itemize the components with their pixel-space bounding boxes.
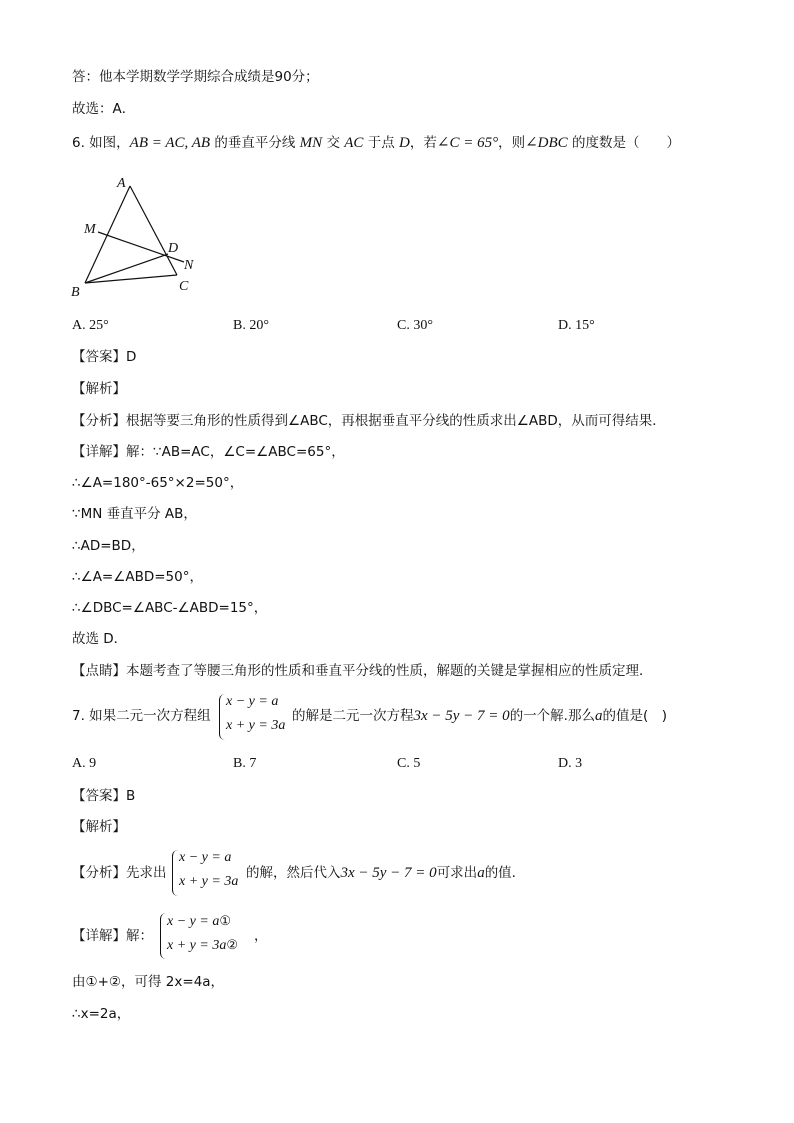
equation-2: x + y = 3a <box>226 718 286 733</box>
q6-math: ∠DBC <box>525 135 568 151</box>
q7-option-b: B. 7 <box>233 756 257 771</box>
q6-analysis-heading: 【解析】 <box>72 381 126 397</box>
mark-1: ① <box>219 913 231 928</box>
q6-option-b: B. 20° <box>233 318 269 333</box>
eq1-text: x − y = a <box>167 914 220 929</box>
edge-ac <box>130 186 177 275</box>
q6-text: 的垂直平分线 <box>210 135 300 151</box>
q7-math: 3x − 5y − 7 = 0 <box>340 865 437 881</box>
q6-text: ，则 <box>498 135 526 151</box>
equation-system <box>219 694 292 740</box>
q6-text: 交 <box>322 135 345 151</box>
q6-text: ，若 <box>409 135 437 151</box>
q6-solution-1: 【详解】解：∵AB=AC，∠C=∠ABC=65°， <box>72 444 345 460</box>
q6-analysis: 【分析】根据等要三角形的性质得到∠ABC，再根据垂直平分线的性质求出∠ABD，从而可得结果． <box>72 413 666 429</box>
q6-math: AB = AC, AB <box>129 135 211 151</box>
q6-math: AC <box>344 135 364 151</box>
q7-analysis-prefix <box>72 864 167 882</box>
q7-text: 可求出 <box>436 865 478 881</box>
label-b: B <box>71 285 80 300</box>
q6-text: 于点 <box>363 135 400 151</box>
question-6 <box>72 134 680 152</box>
q6-text: 的度数是（ ） <box>567 135 680 151</box>
q7-math: a <box>594 708 603 724</box>
segment-bd <box>85 254 168 283</box>
q7-option-d: D. 3 <box>558 756 583 771</box>
q6-solution-6: ∴∠DBC=∠ABC-∠ABD=15°， <box>72 600 268 616</box>
q6-option-a: A. 25° <box>72 318 109 333</box>
mark-2: ② <box>226 937 238 952</box>
line-2: 故选：A． <box>72 101 136 117</box>
q7-math: a <box>477 865 485 881</box>
q6-comment: 【点睛】本题考查了等腰三角形的性质和垂直平分线的性质，解题的关键是掌握相应的性质定理． <box>72 663 653 679</box>
q6-math: D <box>399 135 410 151</box>
q7-text: 【分析】先求出 <box>72 865 167 881</box>
equation-1 <box>167 913 231 930</box>
equation-2 <box>167 937 238 954</box>
q6-solution-3: ∵MN 垂直平分 AB， <box>72 506 197 522</box>
line-1: 答：他本学期数学学期综合成绩是90分； <box>72 69 319 85</box>
eq2-text: x + y = 3a <box>167 938 227 953</box>
equation-2: x + y = 3a <box>179 874 239 889</box>
label-c: C <box>179 279 189 294</box>
q7-text: 的值是( ) <box>602 708 668 724</box>
q6-option-d: D. 15° <box>558 318 595 333</box>
q7-analysis-heading: 【解析】 <box>72 819 126 835</box>
edge-bc <box>85 275 177 283</box>
label-m: M <box>84 222 96 237</box>
equation-1: x − y = a <box>226 694 279 709</box>
q7-solution-prefix <box>72 927 153 945</box>
q7-text: 的解是二元一次方程 <box>292 708 414 724</box>
q7-analysis-rest <box>246 864 516 882</box>
q6-text: 6. 如图， <box>72 135 130 151</box>
q7-option-a: A. 9 <box>72 756 97 771</box>
q7-option-c: C. 5 <box>397 756 421 771</box>
q7-solution-3: ∴x=2a， <box>72 1006 131 1022</box>
q7-text: 的一个解.那么 <box>509 708 595 724</box>
q7-text: 【详解】解： <box>72 928 153 944</box>
q6-answer: 【答案】D <box>72 349 137 365</box>
q6-solution-7: 故选 D． <box>72 631 128 647</box>
q7-text: 的解，然后代入 <box>246 865 341 881</box>
label-n: N <box>184 258 194 273</box>
q6-solution-2: ∴∠A=180°-65°×2=50°， <box>72 475 244 491</box>
q6-math: ∠C = 65° <box>436 135 499 151</box>
label-d: D <box>168 241 179 256</box>
question-7-rest <box>292 707 667 725</box>
equation-system-analysis <box>172 850 245 896</box>
label-a: A <box>117 176 126 191</box>
q6-solution-5: ∴∠A=∠ABD=50°， <box>72 569 203 585</box>
question-7 <box>72 707 211 725</box>
equation-system-solution <box>160 913 253 959</box>
q7-math: 3x − 5y − 7 = 0 <box>413 708 510 724</box>
q7-answer: 【答案】B <box>72 788 136 804</box>
q7-text: 的值. <box>484 865 516 881</box>
q7-solution-2: 由①+②，可得 2x=4a， <box>72 974 225 990</box>
q6-solution-4: ∴AD=BD， <box>72 538 145 554</box>
q7-solution-comma: ， <box>254 928 268 944</box>
q7-text: 7. 如果二元一次方程组 <box>72 708 211 724</box>
equation-1: x − y = a <box>179 850 232 865</box>
q6-math: MN <box>299 135 323 151</box>
q6-option-c: C. 30° <box>397 318 433 333</box>
triangle-figure <box>65 172 215 302</box>
